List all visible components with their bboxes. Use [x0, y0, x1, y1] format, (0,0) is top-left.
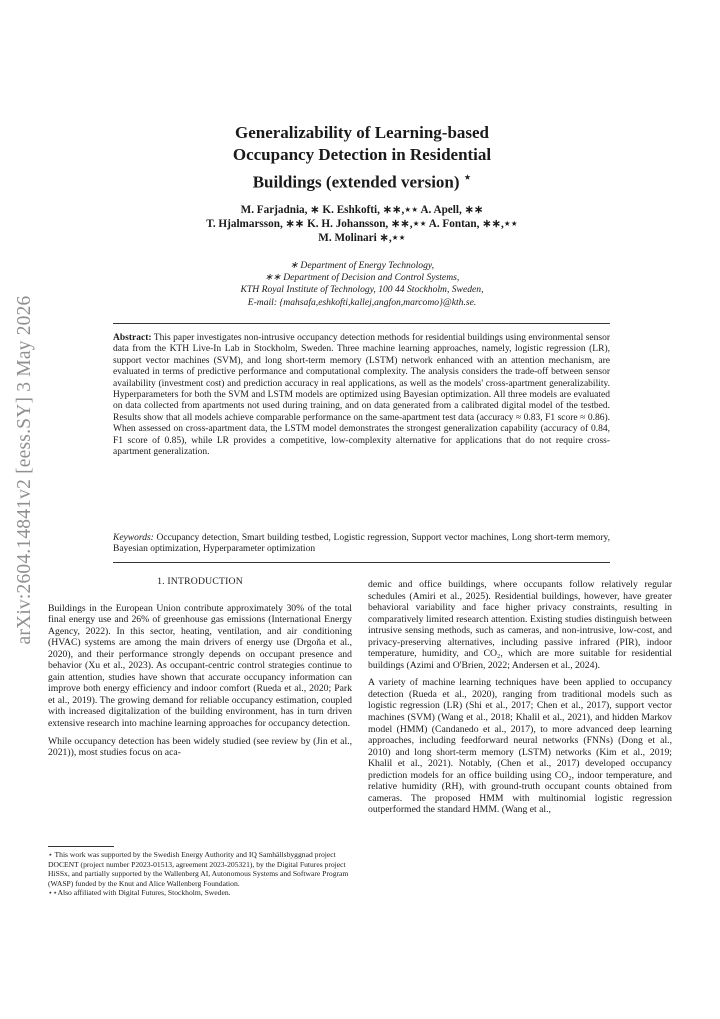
author-line-2: T. Hjalmarsson, ∗∗ K. H. Johansson, ∗∗,⋆⋆ A. Fontan, ∗∗,⋆⋆: [206, 218, 518, 230]
arxiv-identifier: [8, 290, 42, 650]
footnote-funding: ⋆ This work was supported by the Swedish Energy Authority and IQ Samhällsbyggnad project DOCENT (project number P2023-01513, agreement 2023-205321), by the Digital Futures project HiSSx, and partially supported by the Wallenberg AI, Autonomous Systems and Software Program (WASP) funded by the Knut and Alice Wallenberg Foundation.: [48, 850, 349, 888]
author-line-3: M. Molinari ∗,⋆⋆: [318, 232, 406, 244]
paper-title: [180, 122, 544, 194]
author-list: [160, 203, 564, 245]
footnote-affiliation: ⋆⋆Also affiliated with Digital Futures, Stockholm, Sweden.: [48, 888, 231, 898]
title-footnote-mark: ⋆: [463, 170, 472, 184]
keywords-label: Keywords:: [113, 533, 154, 543]
footnote-rule: [48, 846, 114, 847]
title-line-3-text: Buildings (extended version): [252, 172, 460, 192]
title-line-3: [180, 166, 544, 194]
title-line-2: Occupancy Detection in Residential: [232, 145, 492, 164]
affiliation-line-1: ∗ Department of Energy Technology,: [289, 260, 435, 271]
title-line-1: Generalizability of Learning-based: [234, 123, 490, 142]
abstract: [113, 333, 610, 458]
affiliation-line-2: ∗∗ Department of Decision and Control Systems,: [264, 272, 460, 284]
arxiv-identifier-text: arXiv:2604.14841v2 [eess.SY] 3 May 2026: [14, 295, 35, 645]
left-column: [48, 574, 352, 765]
keywords-text: Occupancy detection, Smart building testbed, Logistic regression, Support vector machines, Long short-term memory, Bayesian optimization, Hyperparameter optimization: [113, 533, 611, 555]
intro-paragraph-4: A variety of machine learning techniques have been applied to occupancy detection (Rueda et al., 2020), ranging from traditional models such as logistic regression (LR) (Shi et al., 2017; Chen et al., 2017), support vector machines (SVM) (Wang et al., 2018; Khalil et al., 2021), and hidden Markov model (HMM) (Candanedo et al., 2017), to more advanced deep learning approaches, including feedforward neural networks (FNNs) (Dong et al., 2010) and long short-term memory (LSTM) networks (Kim et al., 2019; Khalil et al., 2021). Notably, (Chen et al., 2017) developed occupancy prediction models for an office building using CO₂, indoor temperature, and relative humidity (RH), with ground-truth occupant counts obtained from cameras. The proposed HMM with multinomial logistic regression outperformed the standard HMM. (Wang et al.,: [368, 677, 672, 816]
section-heading-introduction: 1. INTRODUCTION: [157, 576, 243, 587]
intro-paragraph-1: Buildings in the European Union contribute approximately 30% of the total final energy use and 26% of greenhouse gas emissions (International Energy Agency, 2022). In this sector, heating, ventilation, and air conditioning (HVAC) systems are among the main drivers of energy use (Drgoňa et al., 2020), and their performance strongly depends on occupant presence and behavior (Xu et al., 2023). As occupant-centric control strategies continue to gain attention, studies have shown that accurate occupancy information can improve both energy efficiency and indoor comfort (Rueda et al., 2020; Park et al., 2019). The growing demand for reliable occupancy estimation, coupled with increased digitalization of the building environment, has in turn driven extensive research into machine learning approaches for occupancy detection.: [48, 602, 352, 730]
intro-paragraph-2: While occupancy detection has been widely studied (see review by (Jin et al., 2021)), most studies focus on aca-: [48, 735, 352, 759]
intro-paragraph-3: demic and office buildings, where occupants follow relatively regular schedules (Amiri et al., 2025). Residential buildings, however, have greater behavioral variability and face higher privacy constraints, resulting in comparatively limited research attention. Existing studies distinguish between intrusive sensing methods, such as cameras, and non-intrusive, low-cost, and privacy-preserving alternatives, including passive infrared (PIR), indoor temperature, humidity, and CO₂, which are more suitable for residential buildings (Azimi and O'Brien, 2022; Andersen et al., 2024).: [368, 579, 672, 671]
abstract-label: Abstract:: [113, 333, 152, 343]
abstract-top-rule: [113, 323, 610, 324]
keywords: [113, 533, 610, 556]
author-line-1: M. Farjadnia, ∗ K. Eshkofti, ∗∗,⋆⋆ A. Apell, ∗∗: [240, 204, 484, 216]
abstract-bottom-rule: [113, 562, 610, 563]
abstract-text: This paper investigates non-intrusive occupancy detection methods for residential buildings using environmental sensor data from the KTH Live-In Lab in Stockholm, Sweden. Three machine learning approaches, namely, logistic regression (LR), support vector machines (SVM), and long short-term memory (LSTM) network enhanced with an attention mechanism, are evaluated in terms of predictive performance and computational complexity. The analysis considers the trade-off between sensor availability (investment cost) and prediction accuracy in real applications, as well as the models' cross-apartment generalizability. Hyperparameters for both the SVM and LSTM models are optimized using Bayesian optimization. All three models are evaluated on data collected from apartments not used during training, and on data generated from a calibrated digital model of the testbed. Results show that all models achieve comparable performance on the same-apartment test data (accuracy ≈ 0.83, F1 score ≈ 0.86). When assessed on cross-apartment data, the LSTM model demonstrates the strongest generalization capability (accuracy of 0.84, F1 score of 0.85), while LR provides a competitive, low-complexity alternative for applications that do not require cross-apartment generalization.: [113, 333, 610, 458]
right-column: [368, 579, 672, 822]
affiliation-email: E-mail: {mahsafa,eshkofti,kallej,angfon,marcomo}@kth.se.: [247, 296, 477, 308]
affiliation-line-3: KTH Royal Institute of Technology, 100 44 Stockholm, Sweden,: [240, 284, 484, 296]
footnotes: [48, 850, 352, 898]
affiliations: [160, 260, 564, 309]
